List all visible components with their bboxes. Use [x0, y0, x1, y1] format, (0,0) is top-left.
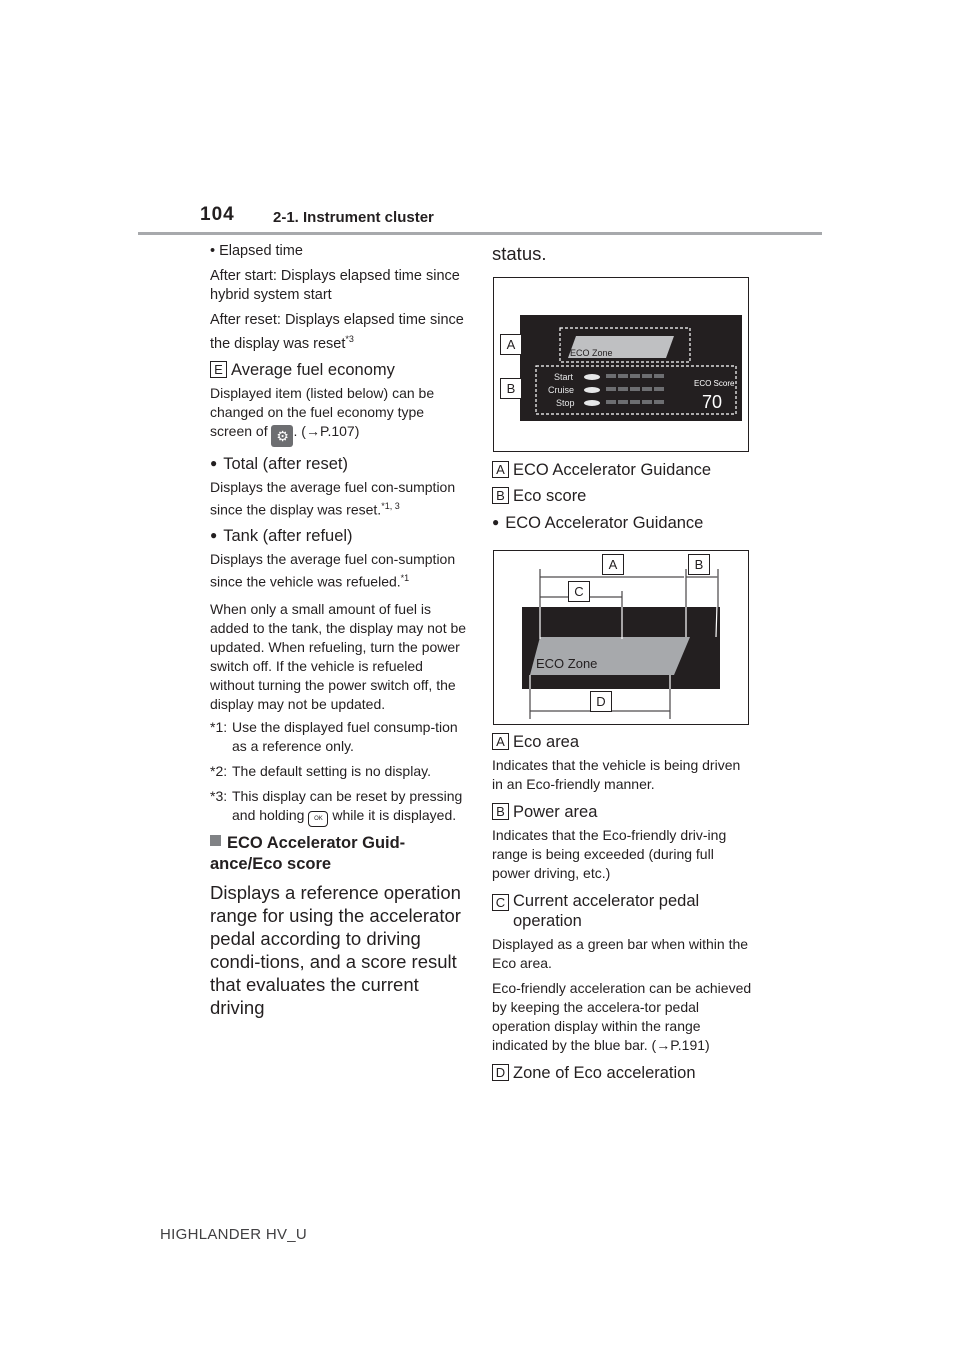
figure-tag-b: B	[500, 378, 522, 399]
legend-item-b: B Eco score	[492, 486, 754, 506]
total-after-reset-desc: Displays the average fuel con-sumption since the display was reset.$^{*1, 3}$	[210, 478, 456, 518]
eco-guidance-illustration	[494, 551, 748, 724]
figure-tag-a: A	[500, 334, 522, 355]
footer-model: HIGHLANDER HV_U	[160, 1226, 308, 1243]
total-after-reset-heading: ● Total (after reset)	[210, 453, 468, 474]
figure-tag-a: A	[602, 554, 624, 575]
refuel-note: When only a small amount of fuel is added to the tank, the display may not be updated. When refueling, turn the power switch off. If the vehicle is refueled without turning the power switch off, the display may not be updated.	[210, 601, 467, 713]
eco-display-figure	[493, 277, 749, 452]
average-fuel-economy-desc: Displayed item (listed below) can be changed on the fuel economy type screen of ⚙ . (→P.107)	[210, 384, 468, 447]
eco-accelerator-heading: ECO Accelerator Guid-ance/Eco score	[210, 834, 406, 874]
figure1-legend	[492, 460, 754, 533]
figure-tag-c: C	[568, 581, 590, 602]
elapsed-time-bullet: • Elapsed time	[210, 243, 303, 259]
footnote-1: *1: Use the displayed fuel consump-tion as a reference only.	[210, 719, 458, 755]
guidance-heading: ● ECO Accelerator Guidance	[492, 512, 754, 533]
eco-zone-heading: D Zone of Eco acceleration	[492, 1063, 754, 1083]
page-reference-link[interactable]: →P.191)	[656, 1037, 710, 1053]
current-pedal-desc-1: Displayed as a green bar when within the Eco area.	[492, 936, 749, 971]
header-rule	[138, 232, 822, 235]
power-area-desc: Indicates that the Eco-friendly driv-ing range is being exceeded (during full power driving, etc.)	[492, 827, 727, 881]
tank-after-refuel-desc: Displays the average fuel con-sumption since the vehicle was refueled.$^{*1}$	[210, 551, 456, 591]
car-icon	[584, 374, 600, 406]
square-bullet-icon	[210, 835, 221, 846]
section-title: 2-1. Instrument cluster	[273, 209, 434, 226]
guidance-legend	[492, 732, 754, 1083]
page-number: 104	[200, 204, 235, 225]
eco-accelerator-desc: Displays a reference operation range for using the accelerator pedal according to driving condi-tions, and a score result that evaluates the current driving	[210, 882, 461, 1019]
ok-button-icon: OK	[308, 811, 328, 827]
power-area-heading: B Power area	[492, 802, 754, 822]
figure-tag-b: B	[688, 554, 710, 575]
stop-label: Stop	[556, 398, 575, 408]
after-reset-text: After reset: Displays elapsed time since the display was reset$^{*3}$	[210, 312, 464, 352]
average-fuel-economy-heading: E Average fuel economy	[210, 360, 468, 380]
footnote-2: *2: The default setting is no display.	[210, 763, 431, 780]
left-column	[210, 242, 468, 1019]
start-label: Start	[554, 372, 574, 382]
legend-item-a: A ECO Accelerator Guidance	[492, 460, 754, 480]
eco-area-heading: A Eco area	[492, 732, 754, 752]
cruise-label: Cruise	[548, 385, 575, 395]
label-e: E	[210, 361, 227, 378]
current-pedal-desc-2: Eco-friendly acceleration can be achieved by keeping the accelera-tor pedal operation display within the range indicated by the blue bar. (→P.191)	[492, 980, 752, 1053]
right-column	[492, 242, 754, 265]
eco-area-desc: Indicates that the vehicle is being driven in an Eco-friendly manner.	[492, 757, 741, 792]
eco-display-illustration	[494, 278, 748, 451]
eco-guidance-figure	[493, 550, 749, 725]
eco-score-label: ECO Score	[694, 379, 735, 388]
footnote-3: *3: This display can be reset by pressing and holding OK while it is displayed.	[210, 787, 468, 827]
tank-after-refuel-heading: ● Tank (after refuel)	[210, 525, 468, 546]
eco-zone-text: ECO Zone	[536, 656, 598, 671]
status-continuation: status.	[492, 243, 547, 264]
eco-zone-text: ECO Zone	[570, 348, 613, 358]
after-start-text: After start: Displays elapsed time since hybrid system start	[210, 268, 460, 303]
page-reference-link[interactable]: →P.107)	[305, 422, 360, 439]
figure-tag-d: D	[590, 691, 612, 712]
gear-icon: ⚙	[271, 425, 293, 447]
footnote-ref: *3	[345, 334, 354, 344]
current-pedal-heading: C Current accelerator pedal operation	[492, 891, 754, 931]
eco-score-value: 70	[702, 392, 723, 412]
